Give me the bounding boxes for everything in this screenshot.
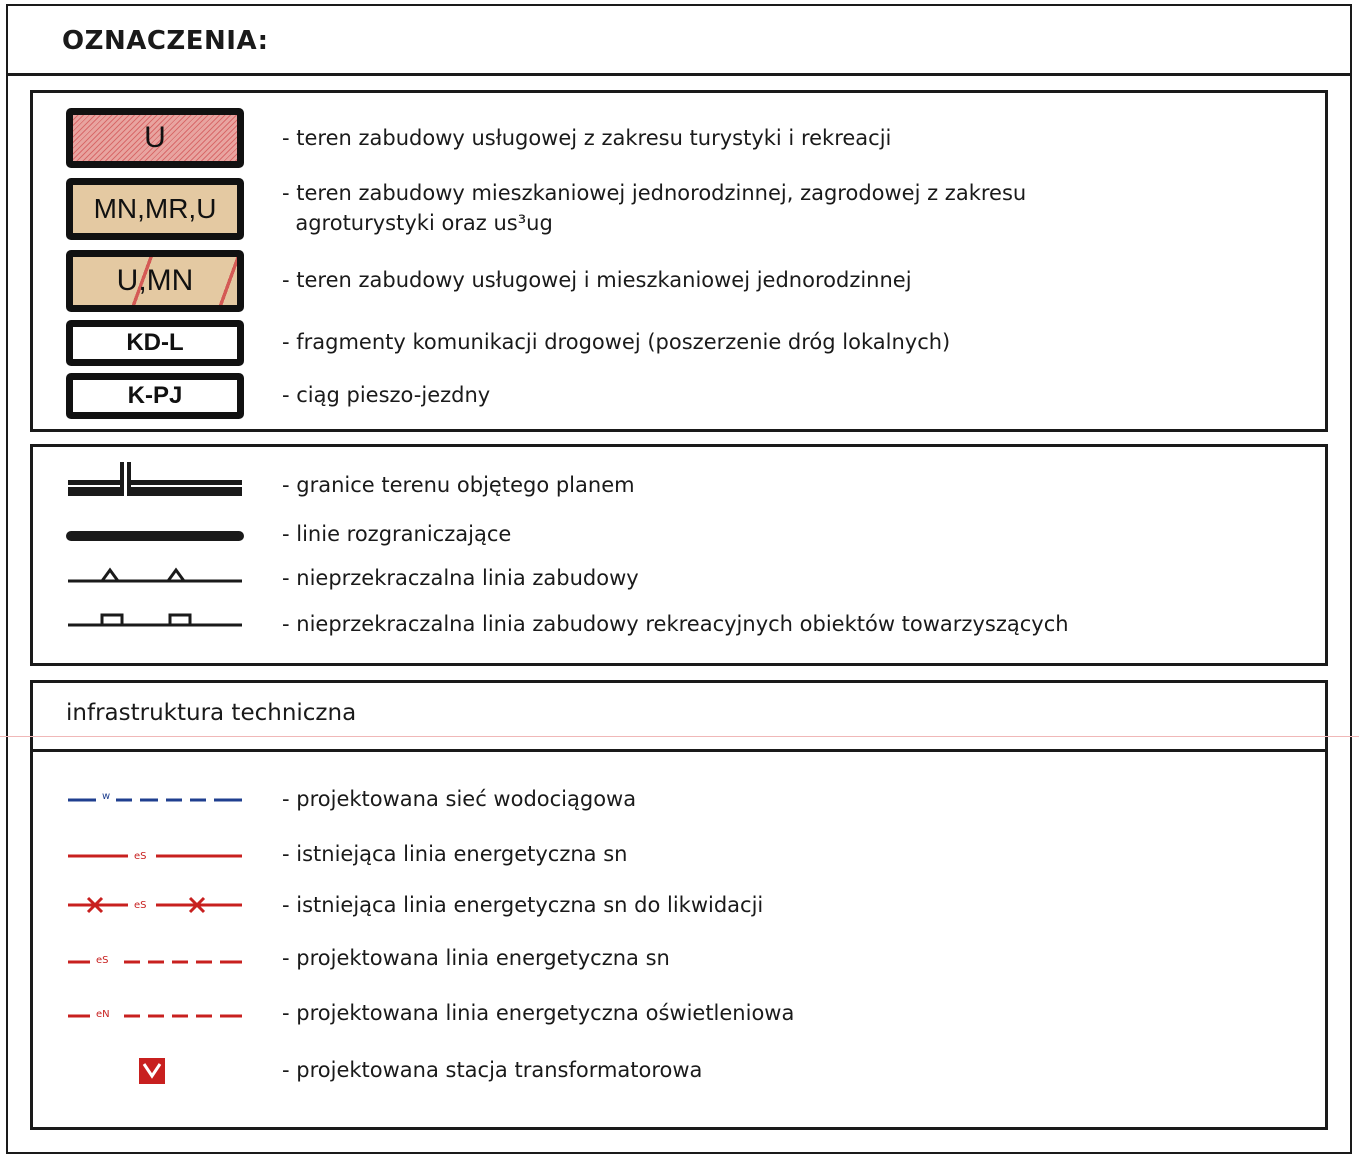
infra-label-power-remove: - istniejąca linia energetyczna sn do likwidacji [282,893,764,917]
zone-swatch-kd-l [66,320,244,366]
recreation-building-line-symbol [66,609,244,631]
legend-title: OZNACZENIA: [62,26,269,56]
zone-label-u-mn: - teren zabudowy usługowej i mieszkaniowej jednorodzinnej [282,268,912,292]
zone-code-u: U [144,121,166,154]
zone-swatch-k-pj [66,373,244,419]
zone-label-k-pj: - ciąg pieszo-jezdny [282,383,491,407]
water-tag: w [102,791,111,802]
zone-swatch-u-mn [66,250,244,312]
infra-label-power-existing: - istniejąca linia energetyczna sn [282,842,628,866]
building-line-symbol [66,565,244,587]
infra-label-transformer: - projektowana stacja transformatorowa [282,1058,703,1082]
zone-code-kd-l: KD-L [126,329,184,356]
power-existing-tag: eS [134,851,147,862]
line-label-plan-boundary: - granice terenu objętego planem [282,473,635,497]
plan-boundary-symbol [66,460,244,500]
zone-code-mn-mr-u: MN,MR,U [93,193,217,224]
water-network-symbol [66,790,244,810]
power-remove-tag: eS [134,900,147,911]
line-label-recreation-building: - nieprzekraczalna linia zabudowy rekreacyjnych obiektów towarzyszących [282,612,1069,636]
zone-label-u: - teren zabudowy usługowej z zakresu turystyki i rekreacji [282,126,892,150]
power-planned-tag: eS [96,955,109,966]
zone-label-mn-mr-u: - teren zabudowy mieszkaniowej jednorodzinnej, zagrodowej z zakresu agroturystyki oraz us³ug [282,181,1027,235]
infrastructure-title: infrastruktura techniczna [66,700,357,726]
lighting-line-planned-symbol [66,1004,244,1024]
infra-label-lighting-planned: - projektowana linia energetyczna oświetleniowa [282,1001,795,1025]
lighting-planned-tag: eN [96,1009,110,1020]
power-line-existing-symbol [66,846,244,866]
zone-code-u-mn: U,MN [116,264,194,297]
line-label-demarcation: - linie rozgraniczające [282,522,512,546]
infra-label-water: - projektowana sieć wodociągowa [282,787,637,811]
zone-code-k-pj: K-PJ [127,382,183,409]
transformer-station-symbol [139,1058,167,1084]
power-line-planned-symbol [66,950,244,970]
line-label-building: - nieprzekraczalna linia zabudowy [282,566,639,590]
power-line-remove-symbol [66,895,244,915]
zone-swatch-u [66,108,244,168]
scan-artifact-line [0,736,1359,737]
demarcation-line-symbol [66,528,244,544]
zone-label-kd-l: - fragmenty komunikacji drogowej (poszerzenie dróg lokalnych) [282,330,951,354]
zone-swatch-mn-mr-u [66,178,244,240]
infra-label-power-planned: - projektowana linia energetyczna sn [282,946,670,970]
